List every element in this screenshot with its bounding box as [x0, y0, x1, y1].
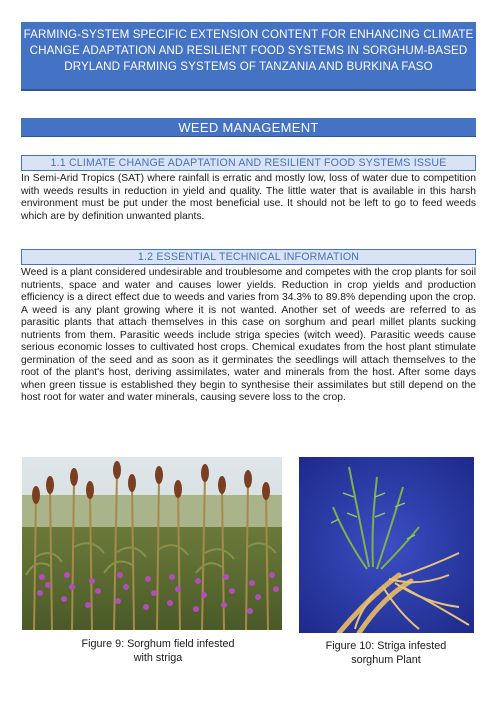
subsection-heading-1-2: 1.2 ESSENTIAL TECHNICAL INFORMATION [21, 249, 476, 265]
section-title: WEED MANAGEMENT [21, 118, 476, 137]
subsection-paragraph-1-1: In Semi-Arid Tropics (SAT) where rainfall is erratic and mostly low, loss of water due to competition with weeds results in reduction in yield and quality. The little water that is available in this harsh environment must be put under the most beneficial use. It should not be left to go to feed weeds which are by definition unwanted plants. [21, 173, 476, 222]
striga-plant-image [299, 457, 474, 633]
figure-10-caption [296, 640, 476, 667]
title-line-1: FARMING-SYSTEM SPECIFIC EXTENSION CONTENT FOR ENHANCING CLIMATE [23, 28, 474, 41]
title-line-2: CHANGE ADAPTATION AND RESILIENT FOOD SYSTEMS IN SORGHUM-BASED [29, 44, 468, 57]
title-line-3: DRYLAND FARMING SYSTEMS OF TANZANIA AND BURKINA FASO [64, 60, 433, 73]
figure-9-caption [38, 638, 278, 665]
figure-9-caption-line-2: with striga [133, 651, 183, 664]
sorghum-field-image [22, 457, 282, 630]
sorghum-field-photo [22, 457, 282, 630]
figure-10-caption-line-1: Figure 10: Striga infested [325, 640, 447, 652]
figure-10-caption-line-2: sorghum Plant [351, 653, 421, 666]
subsection-paragraph-1-2: Weed is a plant considered undesirable and troublesome and competes with the crop plants for soil nutrients, space and water and causes lower yields. Reduction in crop yields and production efficiency is a direct effect due to weeds and varies from 34.3% to 89.8% depending upon the crop. A weed is any plant growing where it is not wanted. Another set of weeds are referred to as parasitic plants that attach themselves in this case on sorghum and pearl millet plants sucking nutrients from them. Parasitic weeds include striga species (witch weed). Parasitic weeds cause serious economic losses to cultivated host crops. Chemical exudates from the host plant stimulate germination of the seed and as soon as it germinates the seedlings will attach themselves to the root of the plant's host, deriving assimilates, water and minerals from the host. After some days when green tissue is established they begin to synthesise their assimilates but still depend on the host root for water and water minerals, causing severe loss to the crop. [21, 267, 476, 404]
document-title-banner [21, 22, 476, 91]
figure-9-caption-line-1: Figure 9: Sorghum field infested [81, 638, 235, 650]
striga-plant-photo [299, 457, 474, 633]
subsection-heading-1-1: 1.1 CLIMATE CHANGE ADAPTATION AND RESILIENT FOOD SYSTEMS ISSUE [21, 155, 476, 171]
